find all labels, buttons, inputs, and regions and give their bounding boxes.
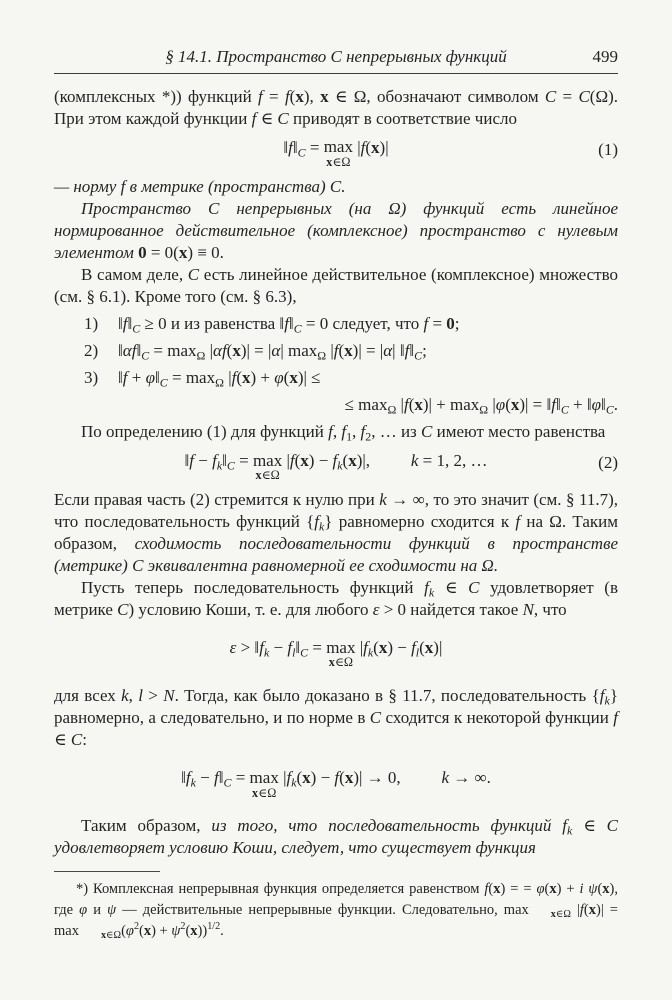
header-title: § 14.1. Пространство C непрерывных функций: [165, 47, 507, 66]
display-equation-4: [54, 765, 618, 801]
equation-right: $|f_k(x) - f(x)| \to 0$,: [278, 768, 401, 790]
equation-tail: k = 1, 2, …: [410, 451, 488, 471]
max-operator: max x∈Ω: [323, 137, 353, 170]
footnote-text: *) Комплексная непрерывная функция определяется равенством f(x) = = φ(x) + i ψ(x), где φ и ψ — действительные непрерывные функции. Следовательно, max $_{x\in\Omega}$ $|f(x)| = \max _{x\in\Omega}(\varphi^2(x) + \psi^2(x))^{1/2}$.: [54, 881, 618, 942]
list-item-formula: $‖f‖_C \ge 0$ и из равенства $‖f‖_C = 0$ следует, что f = 0;: [118, 314, 460, 336]
paragraph-9: Таким образом, из того, что последовательность функций $f_k$ ∈ C удовлетворяет условию Коши, следует, что существует функция: [54, 816, 618, 858]
footnote-rule: [54, 871, 160, 872]
equation-left: $‖f_k$ − $f‖_C$ =: [181, 768, 250, 790]
list-item-formula: ‖f + $\varphi‖_C = \max_\Omega |f(x) + \varphi(x)|$ ≤: [118, 368, 321, 390]
list-item-label: 1): [84, 314, 99, 334]
running-header: [54, 46, 618, 68]
list-item-continuation: ≤ $\max_\Omega |f(x)| + \max_\Omega |\varphi(x)|$ = $‖f‖_C$ + $‖\varphi‖_C$.: [344, 395, 618, 417]
max-operator: max x∈Ω: [326, 637, 356, 670]
display-equation-2: [54, 448, 618, 484]
paragraph-8: для всех k, l > N. Тогда, как было доказано в § 11.7, последовательность $\{f_k\}$ равномерно, а следовательно, и по норме в C сходится к некоторой функции f ∈ C:: [54, 686, 619, 750]
equation-left: $‖f‖_C$ =: [283, 138, 324, 160]
equation-left: ‖f − $f_k‖_C$ =: [184, 451, 253, 473]
equation-right: $|f_k(x) - f_l(x)|$: [355, 638, 443, 660]
equation-number: (1): [598, 140, 618, 159]
list-item-label: 3): [84, 368, 99, 388]
properties-list: [54, 313, 618, 416]
paragraph-5: По определению (1) для функций f, $f_1$, $f_2$, … из C имеют место равенства: [81, 422, 606, 444]
list-item-label: 2): [84, 341, 99, 361]
max-operator: max x∈Ω: [249, 767, 279, 800]
paragraph-2: — норму f в метрике (пространства) C.: [54, 177, 346, 197]
paragraph-7: Пусть теперь последовательность функций $f_k$ ∈ C удовлетворяет (в метрике C) условию Коши, т. е. для любого ε > 0 найдется такое N, что: [54, 578, 618, 620]
max-operator: max x∈Ω: [252, 450, 283, 483]
paragraph-3: Пространство C непрерывных (на Ω) функций есть линейное нормированное действительное (комплексное) пространство с нулевым элементом 0 = 0(x) ≡ 0.: [54, 199, 618, 263]
display-equation-3: [54, 635, 618, 671]
list-item: [54, 313, 618, 335]
list-item-formula: $‖\alpha f‖_C = \max_\Omega |\alpha f(x)| = |\alpha|$ $\max_\Omega |f(x)| = |\alpha|$ $‖f‖_C$;: [118, 341, 427, 363]
equation-tail: k → ∞.: [441, 768, 491, 788]
paragraph-4: В самом деле, C есть линейное действительное (комплексное) множество (см. § 6.1). Кроме того (см. § 6.3),: [54, 265, 619, 307]
equation-left: $\varepsilon > ‖f_k$ − $f_l‖_C$ =: [229, 638, 327, 660]
book-page: [54, 0, 618, 942]
paragraph-6: Если правая часть (2) стремится к нулю при k → ∞, то это значит (см. § 11.7), что последовательность функций $\{f_k\}$ равномерно сходится к f на Ω. Таким образом, сходимость последовательности функций в пространстве (метрике) C эквивалентна равномерной ее сходимости на Ω.: [54, 490, 619, 576]
list-item: [54, 367, 618, 389]
equation-right: $|f(x) - f_k(x)|$,: [282, 451, 371, 473]
list-item: [54, 340, 618, 362]
paragraph-1: (комплексных *)) функций f = f(x), x ∈ Ω, обозначают символом C = C(Ω). При этом каждой функции f ∈ C приводят в соответствие число: [54, 87, 618, 128]
display-equation-1: [54, 135, 618, 171]
equation-number: (2): [598, 453, 618, 473]
equation-right: |f(x)|: [352, 138, 389, 157]
header-rule: [54, 73, 618, 74]
page-number: 499: [592, 47, 618, 66]
